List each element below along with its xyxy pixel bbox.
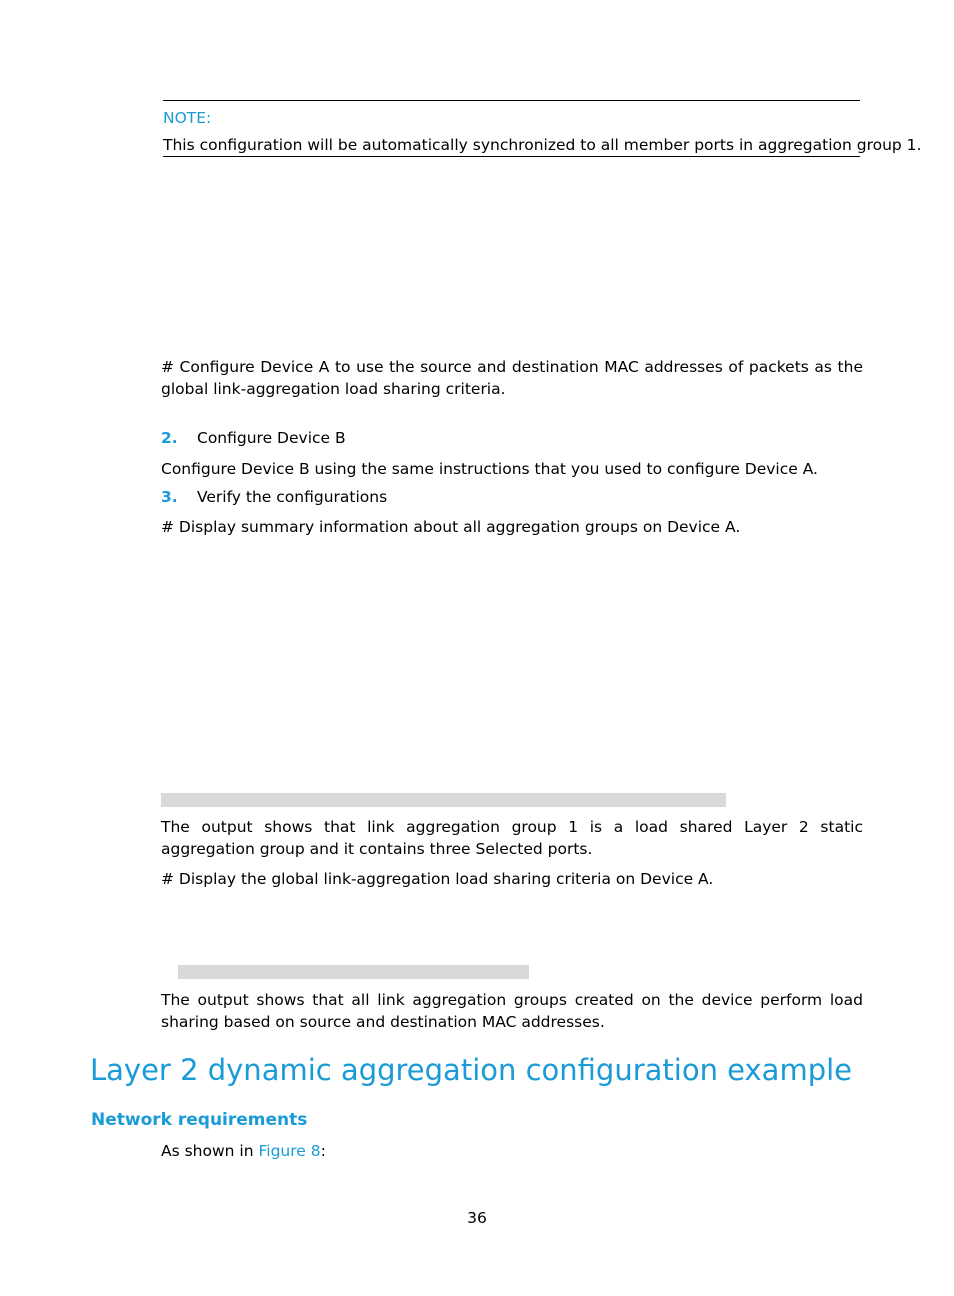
- as-shown-suffix: :: [320, 1142, 326, 1160]
- code-highlight-bar: [178, 965, 529, 979]
- note-bottom-rule: [163, 156, 860, 157]
- code-highlight-bar: [161, 793, 726, 807]
- page-number: 36: [467, 1209, 487, 1227]
- paragraph-configure-device-b: Configure Device B using the same instructions that you used to configure Device A.: [161, 460, 818, 478]
- subsection-heading: Network requirements: [91, 1110, 308, 1130]
- paragraph-configure-device-a: # Configure Device A to use the source and destination MAC addresses of packets as the global link-aggregation load sharing criteria.: [161, 358, 863, 398]
- paragraph-output-2: The output shows that all link aggregation groups created on the device perform load sharing based on source and destination MAC addresses.: [161, 991, 863, 1031]
- paragraph-output-1: The output shows that link aggregation group 1 is a load shared Layer 2 static aggregation group and it contains three Selected ports.: [161, 818, 863, 858]
- note-text: This configuration will be automatically synchronized to all member ports in aggregation group 1.: [163, 136, 922, 154]
- step-3-number: 3.: [161, 488, 178, 506]
- section-heading: Layer 2 dynamic aggregation configuration example: [90, 1053, 853, 1087]
- step-3-label: Verify the configurations: [197, 488, 388, 506]
- as-shown-prefix: As shown in: [161, 1142, 259, 1160]
- note-top-rule: [163, 100, 860, 101]
- step-2-label: Configure Device B: [197, 429, 346, 447]
- note-label: NOTE:: [163, 109, 212, 127]
- figure-8-link[interactable]: Figure 8: [258, 1142, 321, 1160]
- step-2-number: 2.: [161, 429, 178, 447]
- paragraph-display-criteria: # Display the global link-aggregation load sharing criteria on Device A.: [161, 870, 714, 888]
- paragraph-display-summary: # Display summary information about all aggregation groups on Device A.: [161, 518, 741, 536]
- paragraph-as-shown: [161, 1140, 326, 1162]
